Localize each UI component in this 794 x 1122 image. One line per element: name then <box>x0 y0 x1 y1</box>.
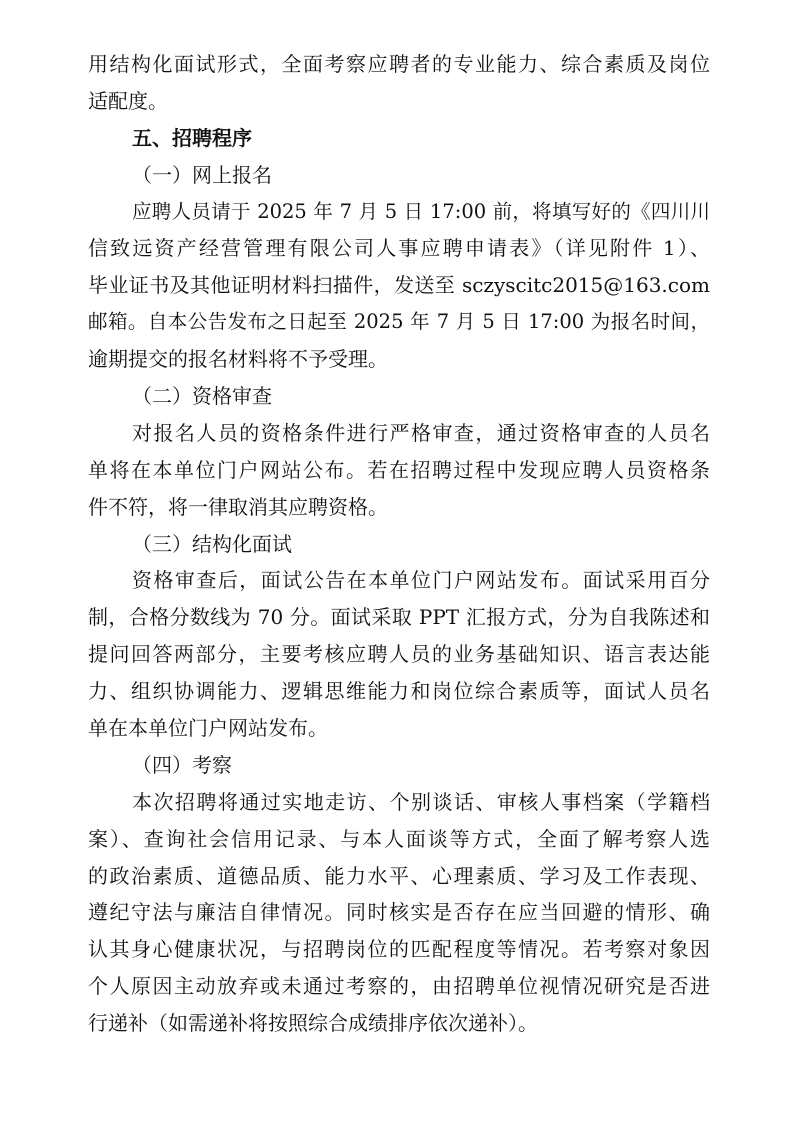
text-line: 提问回答两部分，主要考核应聘人员的业务基础知识、语言表达能 <box>88 642 710 667</box>
text-line: 毕业证书及其他证明材料扫描件，发送至 sczyscitc2015@163.com <box>88 273 710 298</box>
text-line: 本次招聘将通过实地走访、个别谈话、审核人事档案（学籍档 <box>132 789 710 814</box>
subsection-heading: （一）网上报名 <box>132 162 272 187</box>
text-line: 信致远资产经营管理有限公司人事应聘申请表》（详见附件 1）、 <box>88 236 710 261</box>
subsection-heading: （三）结构化面试 <box>132 531 292 556</box>
text-line: 认其身心健康状况，与招聘岗位的匹配程度等情况。若考察对象因 <box>88 937 710 962</box>
text-line: 力、组织协调能力、逻辑思维能力和岗位综合素质等，面试人员名 <box>88 679 710 704</box>
text-line: 逾期提交的报名材料将不予受理。 <box>88 347 388 372</box>
text-line: 资格审查后，面试公告在本单位门户网站发布。面试采用百分 <box>132 568 710 593</box>
document-page <box>88 46 710 1042</box>
text-line: 单将在本单位门户网站公布。若在招聘过程中发现应聘人员资格条 <box>88 457 710 482</box>
text-line: 应聘人员请于 2025 年 7 月 5 日 17:00 前，将填写好的《四川川 <box>132 199 710 223</box>
text-line: 适配度。 <box>88 88 168 113</box>
text-line: 制，合格分数线为 70 分。面试采取 PPT 汇报方式，分为自我陈述和 <box>88 605 710 630</box>
text-line: 对报名人员的资格条件进行严格审查，通过资格审查的人员名 <box>132 420 710 445</box>
text-line: 邮箱。自本公告发布之日起至 2025 年 7 月 5 日 17:00 为报名时间， <box>88 310 710 334</box>
subsection-heading: （二）资格审查 <box>132 384 272 409</box>
text-line: 用结构化面试形式，全面考察应聘者的专业能力、综合素质及岗位 <box>88 52 710 76</box>
text-line: 的政治素质、道德品质、能力水平、心理素质、学习及工作表现、 <box>88 863 710 888</box>
text-line: 行递补（如需递补将按照综合成绩排序依次递补）。 <box>88 1011 538 1036</box>
text-line: 案）、查询社会信用记录、与本人面谈等方式，全面了解考察人选 <box>88 826 710 851</box>
text-line: 件不符，将一律取消其应聘资格。 <box>88 494 388 519</box>
subsection-heading: （四）考察 <box>132 752 232 777</box>
text-line: 单在本单位门户网站发布。 <box>88 716 328 741</box>
section-heading: 五、招聘程序 <box>132 125 252 150</box>
text-line: 遵纪守法与廉洁自律情况。同时核实是否存在应当回避的情形、确 <box>88 900 710 925</box>
text-line: 个人原因主动放弃或未通过考察的，由招聘单位视情况研究是否进 <box>88 974 710 999</box>
